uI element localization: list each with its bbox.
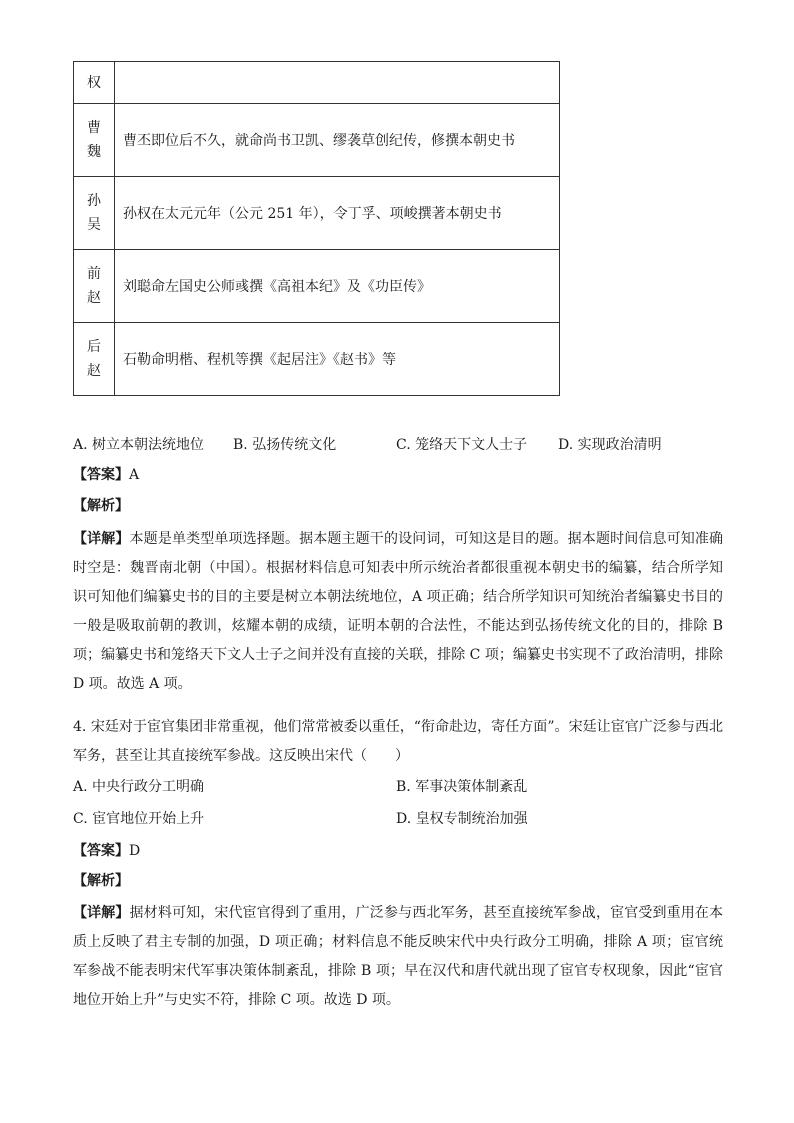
detail-tag: 【详解】 [73, 905, 130, 921]
answer-value: A [129, 467, 140, 483]
q4-option-d: D. 皇权专制统治加强 [396, 811, 528, 827]
table-row [74, 323, 560, 396]
dynasty-char: 前 [87, 266, 101, 282]
q4-analysis-tag [73, 868, 721, 894]
description-cell: 石勒命明楷、程机等撰《起居注》《赵书》等 [115, 323, 560, 396]
dynasty-cell [74, 250, 115, 323]
dynasty-cell [74, 177, 115, 250]
q4-detail [73, 899, 723, 1015]
dynasty-cell [74, 62, 115, 104]
q3-option-d: D. 实现政治清明 [558, 437, 662, 453]
q4-stem: 4. 宋廷对于宦官集团非常重视，他们常常被委以重任，“衔命赴边，寄任方面”。宋廷让宦官广泛参与西北军务，甚至让其直接统军参战。这反映出宋代（ ） [73, 719, 723, 764]
history-table [73, 61, 560, 396]
description-cell: 孙权在太元元年（公元 251 年），令丁孚、项峻撰著本朝史书 [115, 177, 560, 250]
q4-option-b: B. 军事决策体制紊乱 [396, 779, 528, 795]
analysis-tag: 【解析】 [73, 873, 129, 889]
description-cell: 刘聪命左国史公师彧撰《高祖本纪》及《功臣传》 [115, 250, 560, 323]
answer-value: D [129, 843, 141, 859]
detail-text: 本题是单类型单项选择题。据本题主题干的设问词，可知这是目的题。据本题时间信息可知准确时空是：魏晋南北朝（中国）。根据材料信息可知表中所示统治者都很重视本朝史书的编纂，结合所学知识可知他们编纂史书的目的主要是树立本朝法统地位，A 项正确；结合所学知识可知统治者编纂史书目的一般是吸取前朝的教训，炫耀本朝的成绩，证明本朝的合法性，不能达到弘扬传统文化的目的，排除 B 项；编纂史书和笼络天下文人士子之间并没有直接的关联，排除 C 项；编纂史书实现不了政治清明，排除 D 项。故选 A 项。 [73, 531, 724, 692]
q3-option-b: B. 弘扬传统文化 [233, 437, 337, 453]
answer-tag: 【答案】 [73, 467, 129, 483]
analysis-tag: 【解析】 [73, 498, 129, 514]
q3-answer-line [73, 462, 721, 488]
detail-tag: 【详解】 [73, 531, 130, 547]
dynasty-char: 赵 [87, 290, 101, 306]
dynasty-char: 魏 [87, 144, 101, 160]
description-cell: 曹丕即位后不久，就命尚书卫凯、缪袭草创纪传，修撰本朝史书 [115, 104, 560, 177]
q3-detail [73, 525, 723, 699]
q4-option-c: C. 宦官地位开始上升 [73, 811, 205, 827]
q3-option-c: C. 笼络天下文人士子 [396, 437, 528, 453]
q3-analysis-tag [73, 493, 721, 519]
dynasty-char: 孙 [87, 193, 101, 209]
dynasty-char: 吴 [87, 217, 101, 233]
table-row [74, 62, 560, 104]
q4-option-a: A. 中央行政分工明确 [73, 779, 205, 795]
dynasty-char: 曹 [87, 120, 101, 136]
table-row [74, 177, 560, 250]
detail-text: 据材料可知，宋代宦官得到了重用，广泛参与西北军务，甚至直接统军参战，宦官受到重用在本质上反映了君主专制的加强，D 项正确；材料信息不能反映宋代中央行政分工明确，排除 A 项；宦官统军参战不能表明宋代军事决策体制紊乱，排除 B 项；早在汉代和唐代就出现了宦官专权现象，因此“宦官地位开始上升”与史实不符，排除 C 项。故选 D 项。 [73, 905, 724, 1008]
q3-option-a: A. 树立本朝法统地位 [73, 437, 205, 453]
dynasty-cell [74, 323, 115, 396]
answer-tag: 【答案】 [73, 843, 129, 859]
dynasty-char: 权 [87, 74, 101, 91]
dynasty-cell [74, 104, 115, 177]
description-cell [115, 62, 560, 104]
q4-answer-line [73, 838, 721, 864]
dynasty-char: 后 [87, 339, 101, 355]
table-row [74, 104, 560, 177]
dynasty-char: 赵 [87, 363, 101, 379]
table-row [74, 250, 560, 323]
